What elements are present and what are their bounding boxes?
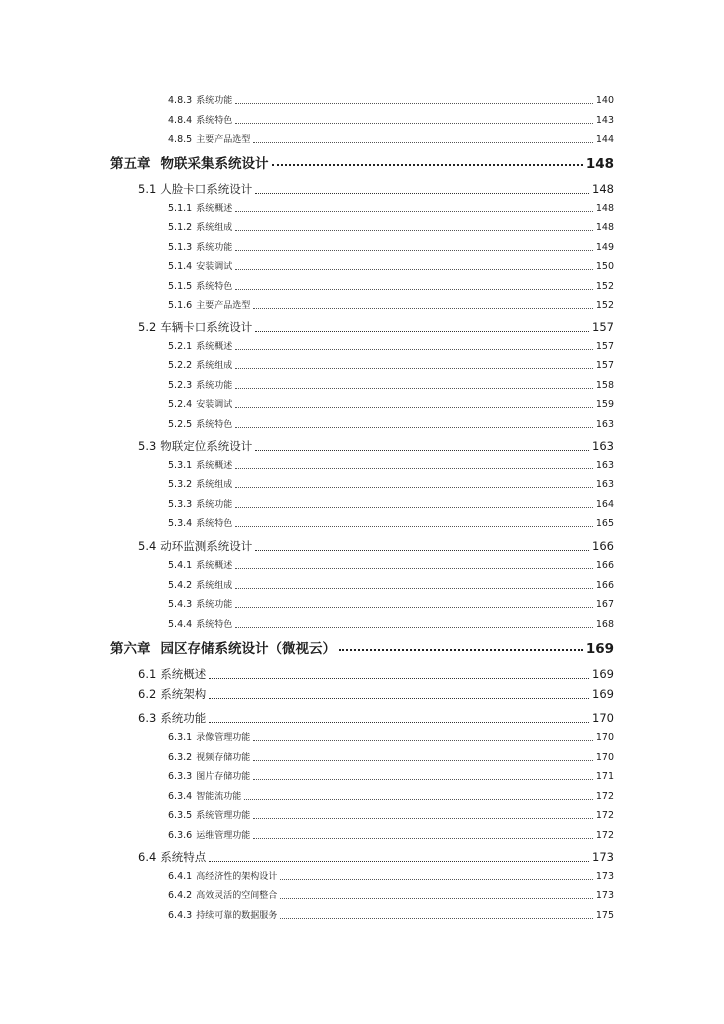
dot-leader bbox=[244, 798, 593, 800]
toc-entry-page: 172 bbox=[595, 791, 614, 802]
toc-entry-number: 5.1.2 bbox=[168, 222, 193, 233]
toc-entry-title: 系统特色 bbox=[196, 519, 233, 529]
toc-entry-number: 5.2 bbox=[138, 320, 157, 334]
toc-entry-title: 物联采集系统设计 bbox=[160, 156, 269, 172]
dot-leader bbox=[253, 817, 593, 819]
toc-entry-title: 人脸卡口系统设计 bbox=[160, 182, 253, 196]
toc-entry-level3[interactable] bbox=[168, 869, 614, 883]
toc-entry-level3[interactable] bbox=[168, 497, 614, 511]
toc-entry-title: 系统组成 bbox=[196, 581, 233, 591]
dot-leader bbox=[235, 387, 593, 389]
dot-leader bbox=[235, 426, 593, 428]
toc-entry-page: 170 bbox=[595, 752, 614, 763]
dot-leader bbox=[235, 467, 593, 469]
toc-entry-title: 系统特色 bbox=[196, 282, 233, 292]
dot-leader bbox=[255, 549, 589, 551]
toc-entry-level1[interactable] bbox=[110, 152, 614, 170]
toc-entry-number: 5.4 bbox=[138, 539, 157, 553]
toc-entry-title: 系统概述 bbox=[196, 342, 233, 352]
toc-entry-level2[interactable] bbox=[138, 181, 614, 197]
toc-entry-level3[interactable] bbox=[168, 558, 614, 572]
dot-leader bbox=[209, 697, 589, 699]
toc-entry-page: 158 bbox=[595, 380, 614, 391]
toc-entry-number: 5.3.4 bbox=[168, 518, 193, 529]
toc-entry-level2[interactable] bbox=[138, 538, 614, 554]
toc-entry-title: 智能流功能 bbox=[196, 792, 242, 802]
toc-entry-level2[interactable] bbox=[138, 710, 614, 726]
toc-entry-page: 165 bbox=[595, 518, 614, 529]
toc-entry-level3[interactable] bbox=[168, 358, 614, 372]
toc-entry-title: 运维管理功能 bbox=[196, 831, 251, 841]
toc-entry-page: 172 bbox=[595, 830, 614, 841]
toc-entry-page: 173 bbox=[595, 871, 614, 882]
toc-entry-level3[interactable] bbox=[168, 769, 614, 783]
toc-entry-title: 系统功能 bbox=[196, 381, 233, 391]
toc-entry-page: 148 bbox=[595, 222, 614, 233]
toc-entry-number: 5.1.3 bbox=[168, 242, 193, 253]
toc-entry-level3[interactable] bbox=[168, 458, 614, 472]
toc-entry-level3[interactable] bbox=[168, 578, 614, 592]
toc-entry-level3[interactable] bbox=[168, 298, 614, 312]
toc-entry-number: 6.3.3 bbox=[168, 771, 193, 782]
toc-entry-level2[interactable] bbox=[138, 319, 614, 335]
toc-entry-title: 物联定位系统设计 bbox=[160, 439, 253, 453]
toc-entry-level1[interactable] bbox=[110, 637, 614, 655]
toc-entry-page: 163 bbox=[595, 419, 614, 430]
dot-leader bbox=[235, 486, 593, 488]
toc-entry-title: 主要产品选型 bbox=[196, 301, 251, 311]
toc-entry-level3[interactable] bbox=[168, 750, 614, 764]
toc-entry-page: 166 bbox=[592, 539, 614, 553]
toc-entry-title: 安装调试 bbox=[196, 262, 233, 272]
dot-leader bbox=[235, 268, 593, 270]
toc-entry-page: 163 bbox=[595, 460, 614, 471]
dot-leader bbox=[253, 307, 593, 309]
toc-entry-level3[interactable] bbox=[168, 617, 614, 631]
toc-entry-page: 169 bbox=[592, 687, 614, 701]
toc-entry-title: 系统概述 bbox=[196, 204, 233, 214]
toc-entry-title: 系统管理功能 bbox=[196, 811, 251, 821]
toc-entry-number: 5.2.1 bbox=[168, 341, 193, 352]
toc-entry-page: 167 bbox=[595, 599, 614, 610]
toc-entry-page: 175 bbox=[595, 910, 614, 921]
toc-entry-level3[interactable] bbox=[168, 417, 614, 431]
toc-entry-page: 157 bbox=[592, 320, 614, 334]
dot-leader bbox=[255, 449, 589, 451]
toc-entry-title: 视频存储功能 bbox=[196, 753, 251, 763]
toc-entry-title: 系统特色 bbox=[196, 116, 233, 126]
toc-entry-title: 系统架构 bbox=[160, 687, 207, 701]
toc-entry-number: 5.2.2 bbox=[168, 360, 193, 371]
toc-entry-level3[interactable] bbox=[168, 220, 614, 234]
dot-leader bbox=[253, 837, 593, 839]
toc-entry-level3[interactable] bbox=[168, 888, 614, 902]
toc-entry-title: 系统功能 bbox=[196, 243, 233, 253]
dot-leader bbox=[235, 606, 593, 608]
toc-entry-number: 5.2.3 bbox=[168, 380, 193, 391]
toc-entry-level3[interactable] bbox=[168, 516, 614, 530]
toc-entry-number: 5.4.2 bbox=[168, 580, 193, 591]
toc-entry-level3[interactable] bbox=[168, 113, 614, 127]
toc-entry-page: 169 bbox=[585, 641, 614, 657]
toc-entry-level3[interactable] bbox=[168, 132, 614, 146]
toc-entry-page: 159 bbox=[595, 399, 614, 410]
toc-entry-number: 6.4.2 bbox=[168, 890, 193, 901]
toc-entry-level3[interactable] bbox=[168, 93, 614, 107]
dot-leader bbox=[235, 367, 593, 369]
toc-entry-page: 144 bbox=[595, 134, 614, 145]
toc-entry-title: 系统组成 bbox=[196, 480, 233, 490]
toc-entry-number: 5.2.5 bbox=[168, 419, 193, 430]
toc-entry-level3[interactable] bbox=[168, 240, 614, 254]
dot-leader bbox=[235, 122, 593, 124]
toc-entry-level3[interactable] bbox=[168, 339, 614, 353]
toc-entry-level3[interactable] bbox=[168, 908, 614, 922]
dot-leader bbox=[253, 141, 593, 143]
toc-entry-number: 5.2.4 bbox=[168, 399, 193, 410]
toc-entry-level3[interactable] bbox=[168, 730, 614, 744]
dot-leader bbox=[235, 249, 593, 251]
toc-entry-level3[interactable] bbox=[168, 808, 614, 822]
dot-leader bbox=[235, 229, 593, 231]
toc-entry-number: 5.3.2 bbox=[168, 479, 193, 490]
dot-leader bbox=[235, 587, 593, 589]
toc-entry-title: 系统组成 bbox=[196, 223, 233, 233]
dot-leader bbox=[280, 878, 593, 880]
toc-entry-number: 6.1 bbox=[138, 667, 157, 681]
toc-entry-title: 安装调试 bbox=[196, 400, 233, 410]
toc-entry-title: 主要产品选型 bbox=[196, 135, 251, 145]
toc-entry-page: 140 bbox=[595, 95, 614, 106]
dot-leader bbox=[280, 917, 593, 919]
toc-entry-number: 6.4.3 bbox=[168, 910, 193, 921]
toc-entry-title: 系统功能 bbox=[160, 711, 207, 725]
toc-entry-number: 5.3 bbox=[138, 439, 157, 453]
toc-entry-title: 系统功能 bbox=[196, 96, 233, 106]
toc-entry-page: 150 bbox=[595, 261, 614, 272]
toc-entry-number: 第六章 bbox=[110, 641, 151, 657]
toc-entry-number: 第五章 bbox=[110, 156, 151, 172]
toc-entry-level3[interactable] bbox=[168, 597, 614, 611]
toc-entry-page: 166 bbox=[595, 560, 614, 571]
toc-entry-page: 157 bbox=[595, 360, 614, 371]
toc-entry-number: 5.4.1 bbox=[168, 560, 193, 571]
toc-entry-page: 170 bbox=[595, 732, 614, 743]
toc-entry-level3[interactable] bbox=[168, 201, 614, 215]
toc-entry-title: 图片存储功能 bbox=[196, 772, 251, 782]
toc-entry-page: 173 bbox=[595, 890, 614, 901]
dot-leader bbox=[209, 677, 589, 679]
dot-leader bbox=[209, 721, 589, 723]
toc-entry-number: 6.3.1 bbox=[168, 732, 193, 743]
toc-entry-level3[interactable] bbox=[168, 789, 614, 803]
toc-entry-page: 149 bbox=[595, 242, 614, 253]
toc-entry-page: 163 bbox=[592, 439, 614, 453]
toc-entry-number: 4.8.5 bbox=[168, 134, 193, 145]
toc-entry-title: 系统特色 bbox=[196, 620, 233, 630]
toc-entry-number: 5.1.4 bbox=[168, 261, 193, 272]
toc-entry-number: 5.4.3 bbox=[168, 599, 193, 610]
toc-entry-page: 171 bbox=[595, 771, 614, 782]
toc-entry-level2[interactable] bbox=[138, 666, 614, 682]
dot-leader bbox=[272, 163, 583, 166]
toc-entry-number: 5.3.1 bbox=[168, 460, 193, 471]
dot-leader bbox=[235, 626, 593, 628]
toc-entry-page: 148 bbox=[595, 203, 614, 214]
toc-entry-page: 143 bbox=[595, 115, 614, 126]
toc-entry-level3[interactable] bbox=[168, 279, 614, 293]
toc-entry-level2[interactable] bbox=[138, 849, 614, 865]
toc-entry-number: 6.4.1 bbox=[168, 871, 193, 882]
dot-leader bbox=[235, 288, 593, 290]
toc-entry-number: 6.2 bbox=[138, 687, 157, 701]
toc-entry-level2[interactable] bbox=[138, 686, 614, 702]
toc-entry-number: 4.8.3 bbox=[168, 95, 193, 106]
toc-entry-level3[interactable] bbox=[168, 477, 614, 491]
toc-entry-page: 168 bbox=[595, 619, 614, 630]
toc-entry-number: 4.8.4 bbox=[168, 115, 193, 126]
toc-entry-title: 系统概述 bbox=[196, 561, 233, 571]
toc-entry-level3[interactable] bbox=[168, 397, 614, 411]
toc-entry-page: 173 bbox=[592, 850, 614, 864]
toc-entry-level3[interactable] bbox=[168, 378, 614, 392]
toc-entry-title: 系统特色 bbox=[196, 420, 233, 430]
toc-entry-title: 系统特点 bbox=[160, 850, 207, 864]
toc-entry-page: 170 bbox=[592, 711, 614, 725]
dot-leader bbox=[253, 759, 593, 761]
toc-entry-number: 5.1.6 bbox=[168, 300, 193, 311]
dot-leader bbox=[235, 210, 593, 212]
toc-entry-page: 166 bbox=[595, 580, 614, 591]
dot-leader bbox=[339, 648, 583, 651]
toc-entry-number: 6.3 bbox=[138, 711, 157, 725]
toc-entry-number: 6.3.6 bbox=[168, 830, 193, 841]
toc-entry-title: 系统功能 bbox=[196, 500, 233, 510]
toc-entry-number: 6.3.5 bbox=[168, 810, 193, 821]
toc-entry-level2[interactable] bbox=[138, 438, 614, 454]
toc-entry-title: 录像管理功能 bbox=[196, 733, 251, 743]
toc-entry-title: 系统功能 bbox=[196, 600, 233, 610]
dot-leader bbox=[235, 525, 593, 527]
toc-entry-title: 系统概述 bbox=[196, 461, 233, 471]
dot-leader bbox=[209, 860, 589, 862]
toc-entry-page: 169 bbox=[592, 667, 614, 681]
toc-entry-title: 系统组成 bbox=[196, 361, 233, 371]
dot-leader bbox=[253, 739, 593, 741]
toc-entry-title: 高效灵活的空间整合 bbox=[196, 891, 278, 901]
toc-entry-page: 172 bbox=[595, 810, 614, 821]
toc-entry-page: 152 bbox=[595, 281, 614, 292]
toc-entry-page: 164 bbox=[595, 499, 614, 510]
toc-entry-number: 5.1 bbox=[138, 182, 157, 196]
dot-leader bbox=[235, 567, 593, 569]
toc-entry-number: 5.1.1 bbox=[168, 203, 193, 214]
toc-entry-number: 6.3.4 bbox=[168, 791, 193, 802]
toc-entry-title: 动环监测系统设计 bbox=[160, 539, 253, 553]
toc-entry-number: 6.3.2 bbox=[168, 752, 193, 763]
dot-leader bbox=[235, 348, 593, 350]
toc-entry-title: 系统概述 bbox=[160, 667, 207, 681]
toc-entry-page: 152 bbox=[595, 300, 614, 311]
toc-entry-page: 163 bbox=[595, 479, 614, 490]
toc-entry-number: 5.4.4 bbox=[168, 619, 193, 630]
toc-entry-title: 持续可靠的数据服务 bbox=[196, 911, 278, 921]
dot-leader bbox=[235, 102, 593, 104]
toc-entry-page: 148 bbox=[592, 182, 614, 196]
toc-entry-page: 148 bbox=[585, 156, 614, 172]
dot-leader bbox=[255, 192, 589, 194]
dot-leader bbox=[253, 778, 593, 780]
dot-leader bbox=[255, 330, 589, 332]
toc-entry-number: 5.3.3 bbox=[168, 499, 193, 510]
dot-leader bbox=[235, 506, 593, 508]
toc-entry-number: 5.1.5 bbox=[168, 281, 193, 292]
toc-entry-page: 157 bbox=[595, 341, 614, 352]
toc-entry-level3[interactable] bbox=[168, 259, 614, 273]
toc-entry-title: 园区存储系统设计（微视云） bbox=[160, 641, 336, 657]
toc-entry-number: 6.4 bbox=[138, 850, 157, 864]
toc-entry-level3[interactable] bbox=[168, 828, 614, 842]
toc-entry-title: 车辆卡口系统设计 bbox=[160, 320, 253, 334]
dot-leader bbox=[235, 406, 593, 408]
toc-entry-title: 高经济性的架构设计 bbox=[196, 872, 278, 882]
dot-leader bbox=[280, 897, 593, 899]
